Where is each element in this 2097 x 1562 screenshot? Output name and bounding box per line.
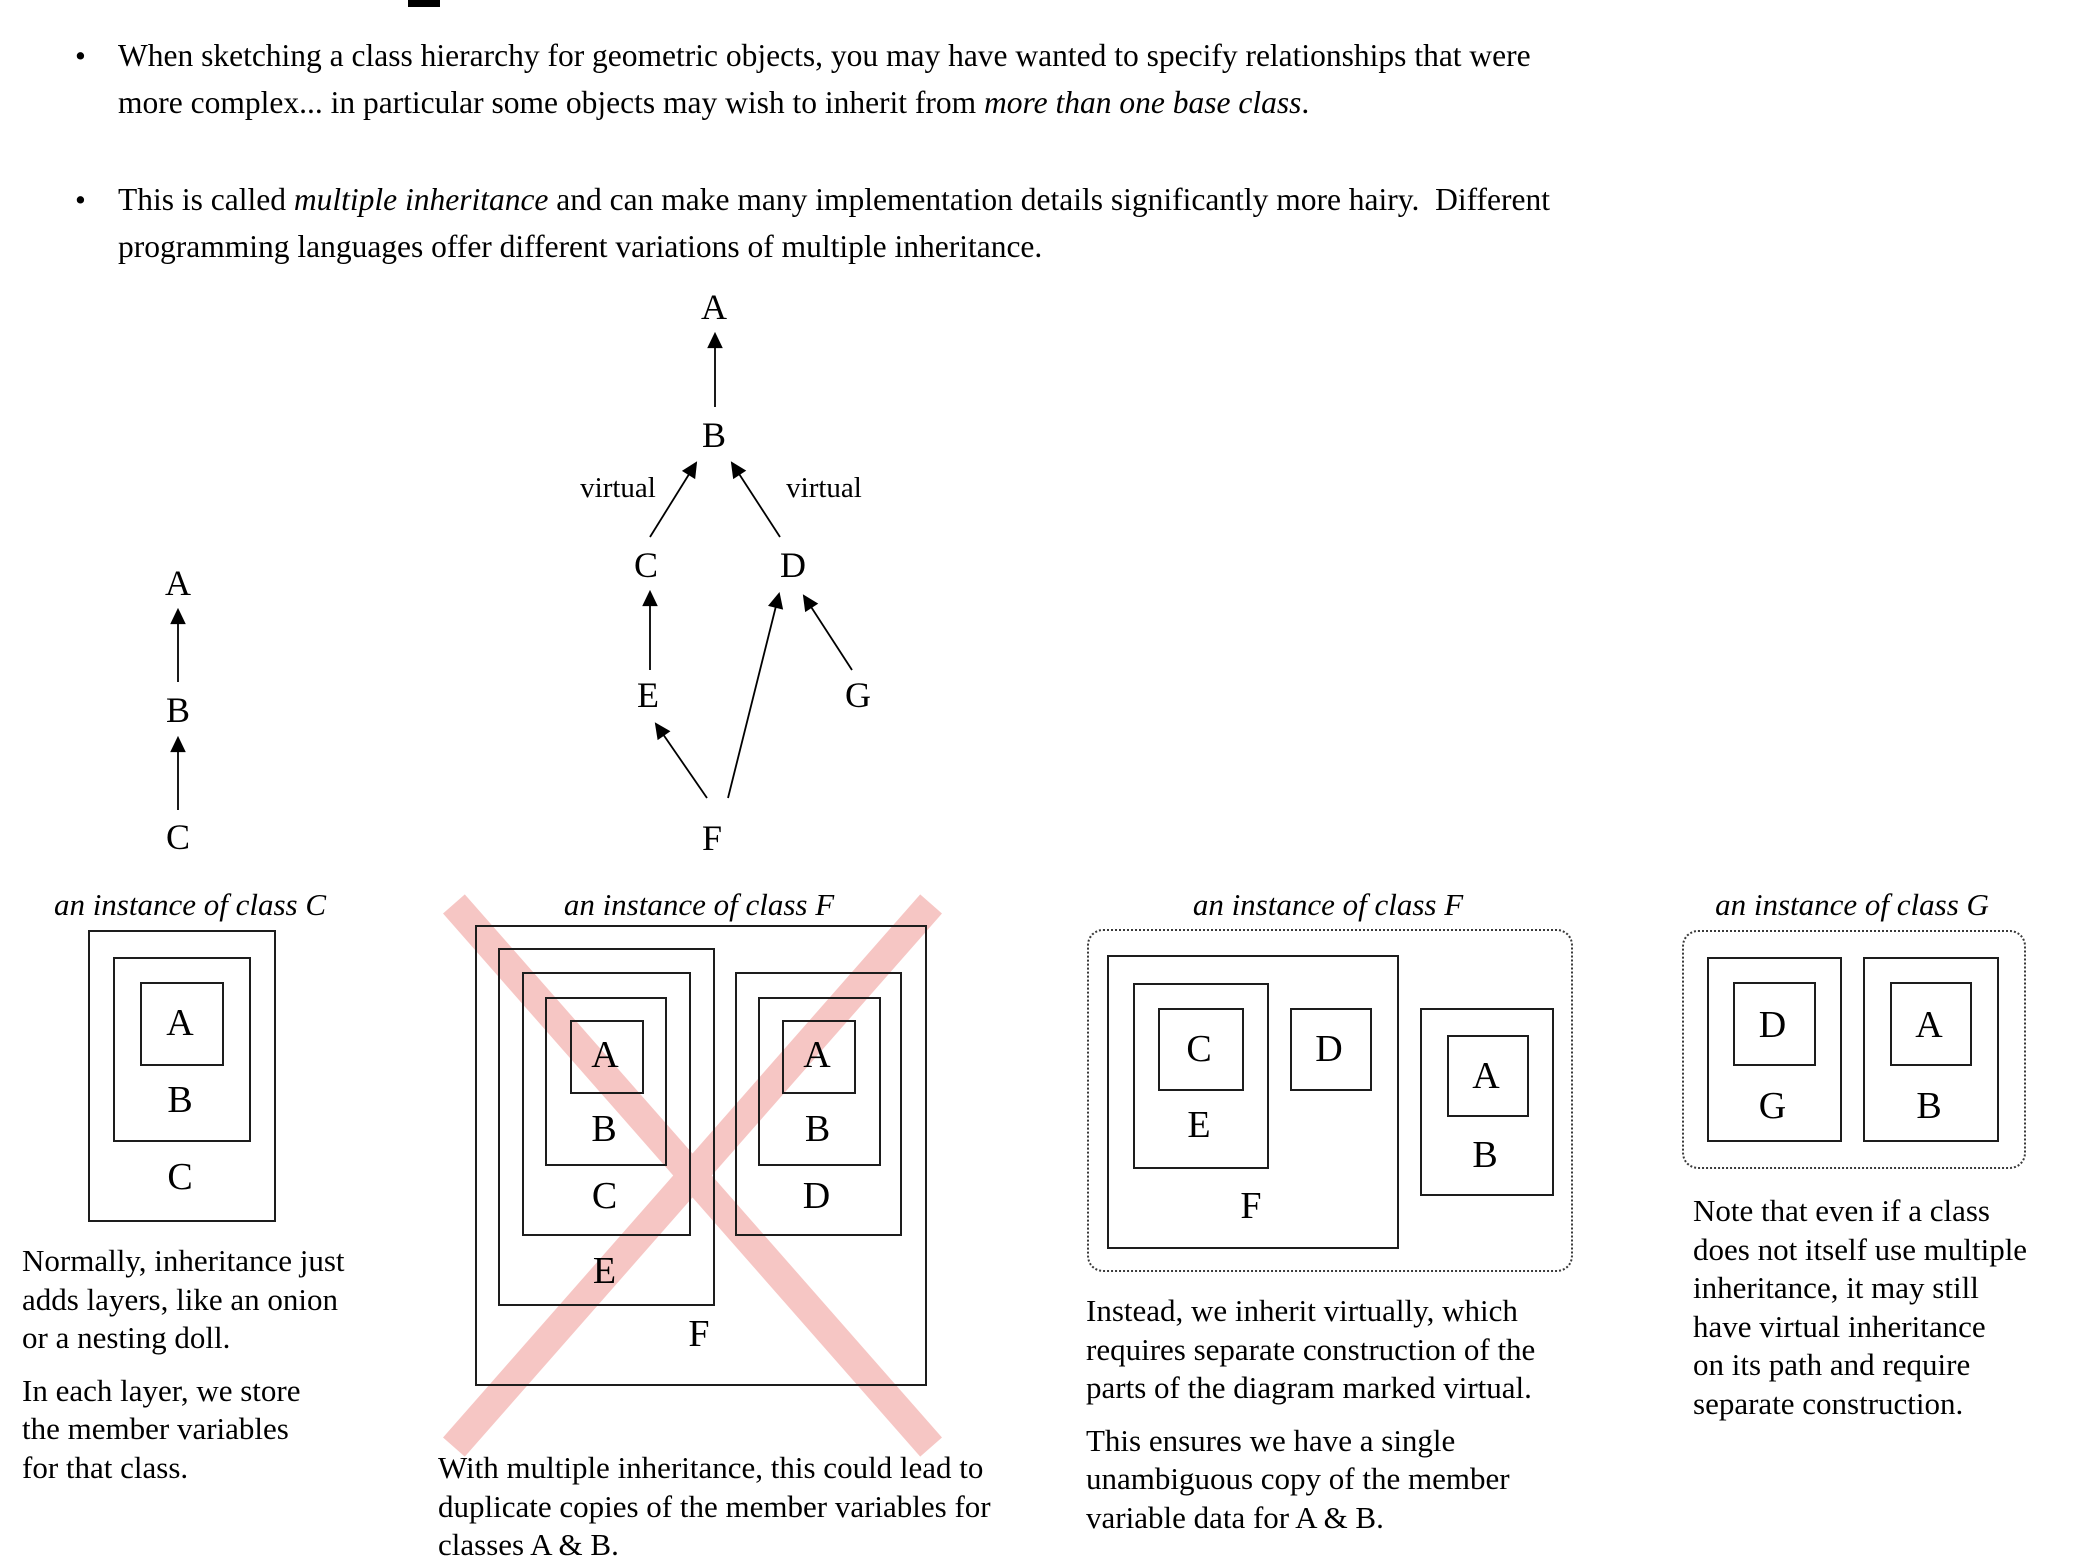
label-C: C (591, 1175, 618, 1217)
label-D: D (1758, 1004, 1787, 1046)
diamond-node-D: D (780, 545, 806, 585)
caption-paragraph: Normally, inheritance just adds layers, like an onion or a nesting doll. (22, 1243, 345, 1355)
bullet-text-1: When sketching a class hierarchy for geometric objects, you may have wanted to specify relationships that were more complex... in particular some objects may wish to inherit from more than one base class. (118, 38, 1531, 120)
label-A: A (1915, 1004, 1943, 1046)
label-A: A (166, 1002, 194, 1044)
virtual-label-right: virtual (786, 472, 862, 504)
arrow-F-to-E (656, 724, 707, 798)
caption-normal-inheritance (22, 1242, 345, 1487)
label-D: D (802, 1175, 831, 1217)
caption-paragraph: In each layer, we store the member variables for that class. (22, 1372, 301, 1485)
label-F: F (688, 1313, 710, 1355)
label-A-right: A (803, 1034, 831, 1076)
arrow-G-to-D (804, 596, 852, 670)
caption-paragraph: This ensures we have a single unambiguous copy of the member variable data for A & B. (1086, 1422, 1510, 1535)
label-C: C (167, 1156, 193, 1198)
label-B-left: B (591, 1108, 617, 1150)
hierarchy-diamond-diagram (540, 280, 940, 860)
label-E: E (1187, 1104, 1211, 1146)
instance-f-good-title: an instance of class F (1192, 887, 1464, 922)
label-B-right: B (804, 1108, 831, 1150)
bullet-text-2: This is called multiple inheritance and can make many implementation details significantly more hairy. Different programming languages offer different variations of multiple inheritance. (118, 182, 1550, 264)
diamond-node-C: C (633, 545, 659, 585)
label-B: B (1472, 1134, 1498, 1176)
label-A-left: A (591, 1034, 619, 1076)
chain-node-A: A (165, 563, 191, 603)
cut-off-title-fragment (408, 0, 440, 7)
label-D: D (1315, 1028, 1343, 1070)
bullet-item-2 (75, 176, 1550, 270)
label-B: B (1916, 1085, 1942, 1127)
instance-c-title: an instance of class C (53, 887, 327, 922)
caption-paragraph: With multiple inheritance, this could lead to duplicate copies of the member variables for classes A & B. (438, 1450, 991, 1562)
caption-virtual-inheritance (1086, 1292, 1535, 1537)
caption-duplicate-copies (438, 1449, 991, 1562)
bullet-marker: • (75, 182, 86, 217)
caption-paragraph: Note that even if a class does not itself use multiple inheritance, it may still have virtual inheritance on its path and require separate construction. (1693, 1193, 2028, 1421)
arrow-F-to-D (728, 594, 779, 798)
label-F: F (1240, 1185, 1262, 1227)
hierarchy-chain-diagram (100, 550, 260, 870)
chain-node-C: C (165, 817, 191, 857)
bullet-marker: • (75, 38, 86, 73)
virtual-label-left: virtual (580, 472, 656, 504)
arrow-D-to-B (732, 463, 780, 537)
instance-g-title: an instance of class G (1715, 887, 1989, 922)
label-B: B (167, 1079, 193, 1121)
arrow-C-to-B (650, 463, 696, 537)
diamond-node-B: B (701, 415, 727, 455)
bullet-item-1 (75, 32, 1531, 126)
diamond-node-E: E (637, 675, 659, 715)
diamond-node-G: G (845, 675, 871, 715)
caption-class-g-note (1693, 1192, 2027, 1423)
instance-f-bad-title: an instance of class F (563, 887, 835, 922)
chain-node-B: B (165, 690, 191, 730)
label-A: A (1472, 1055, 1500, 1097)
diamond-node-A: A (701, 287, 727, 327)
label-G: G (1758, 1085, 1787, 1127)
diamond-node-F: F (701, 818, 723, 858)
label-E: E (592, 1250, 617, 1292)
caption-paragraph: Instead, we inherit virtually, which requires separate construction of the parts of the diagram marked virtual. (1086, 1293, 1536, 1405)
label-C: C (1186, 1028, 1212, 1070)
